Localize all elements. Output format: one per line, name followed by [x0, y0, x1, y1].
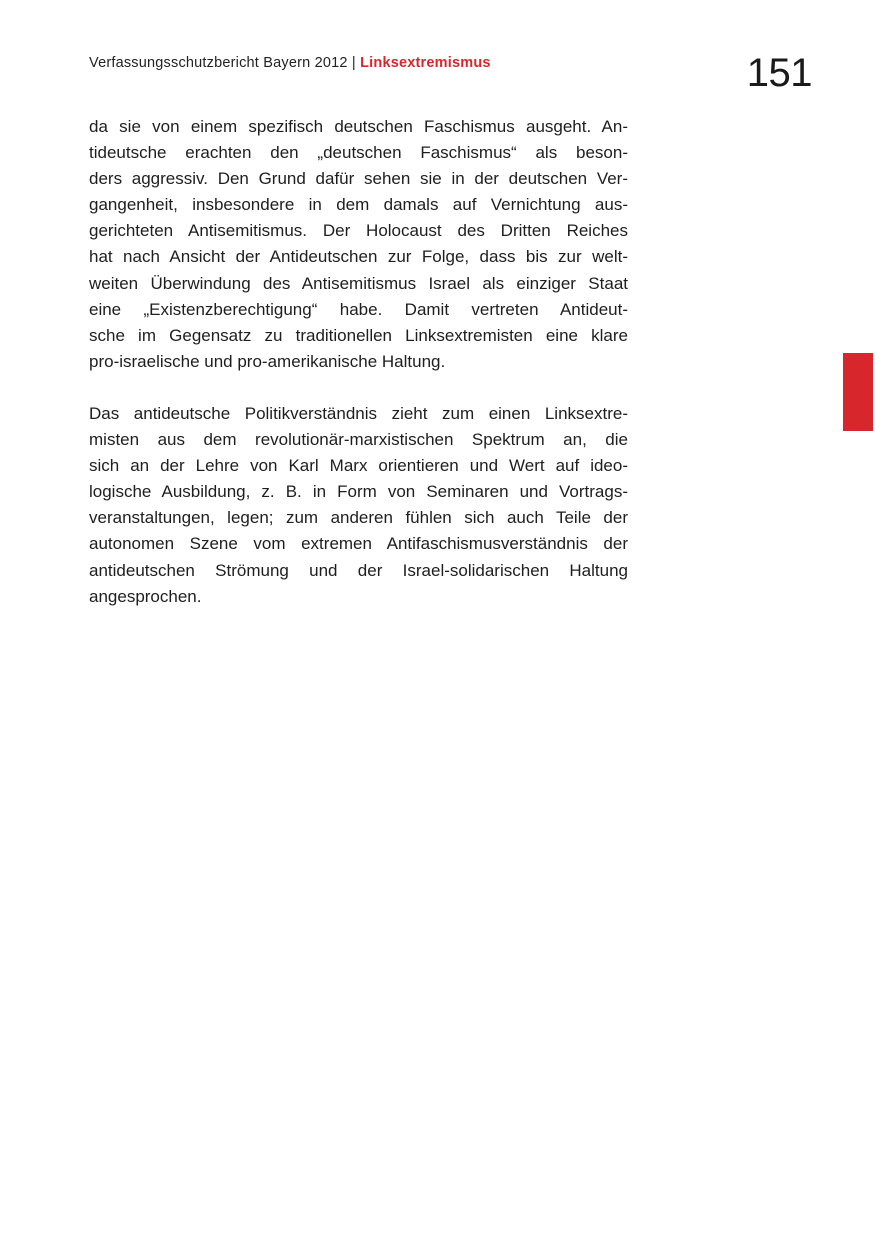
text-line: weiten Überwindung des Antisemitismus Israel als einziger Staat [89, 273, 628, 293]
text-line: hat nach Ansicht der Antideutschen zur Folge, dass bis zur welt- [89, 247, 628, 267]
text-line: pro-israelische und pro-amerikanische Haltung. [89, 351, 446, 371]
text-line: antideutschen Strömung und der Israel-solidarischen Haltung [89, 560, 628, 580]
text-line: Das antideutsche Politikverständnis zieht zum einen Linksextre- [89, 403, 628, 423]
text-line: veranstaltungen, legen; zum anderen fühlen sich auch Teile der [89, 508, 628, 528]
chapter-tab-marker [843, 353, 873, 431]
text-line: misten aus dem revolutionär-marxistischen Spektrum an, die [89, 430, 628, 450]
text-line: logische Ausbildung, z. B. in Form von Seminaren und Vortrags- [89, 482, 628, 502]
text-line: tideutsche erachten den „deutschen Faschismus“ als beson- [89, 143, 628, 163]
text-line: sche im Gegensatz zu traditionellen Linksextremisten eine klare [89, 325, 628, 345]
paragraph-1 [89, 114, 628, 375]
header-separator: | [351, 55, 356, 71]
text-line: gangenheit, insbesondere in dem damals auf Vernichtung aus- [89, 195, 628, 215]
text-line: gerichteten Antisemitismus. Der Holocaust des Dritten Reiches [89, 221, 628, 241]
section-title: Linksextremismus [360, 55, 491, 71]
text-line: sich an der Lehre von Karl Marx orientieren und Wert auf ideo- [89, 456, 628, 476]
body-text [89, 114, 628, 636]
paragraph-2 [89, 401, 628, 610]
text-line: da sie von einem spezifisch deutschen Faschismus ausgeht. An- [89, 117, 628, 136]
text-line: eine „Existenzberechtigung“ habe. Damit vertreten Antideut- [89, 299, 628, 319]
publication-title: Verfassungsschutzbericht Bayern 2012 [89, 55, 348, 71]
running-header [89, 55, 491, 71]
page-number: 151 [746, 51, 812, 95]
text-line: angesprochen. [89, 586, 202, 606]
text-line: ders aggressiv. Den Grund dafür sehen sie in der deutschen Ver- [89, 169, 628, 189]
text-line: autonomen Szene vom extremen Antifaschismusverständnis der [89, 534, 628, 554]
